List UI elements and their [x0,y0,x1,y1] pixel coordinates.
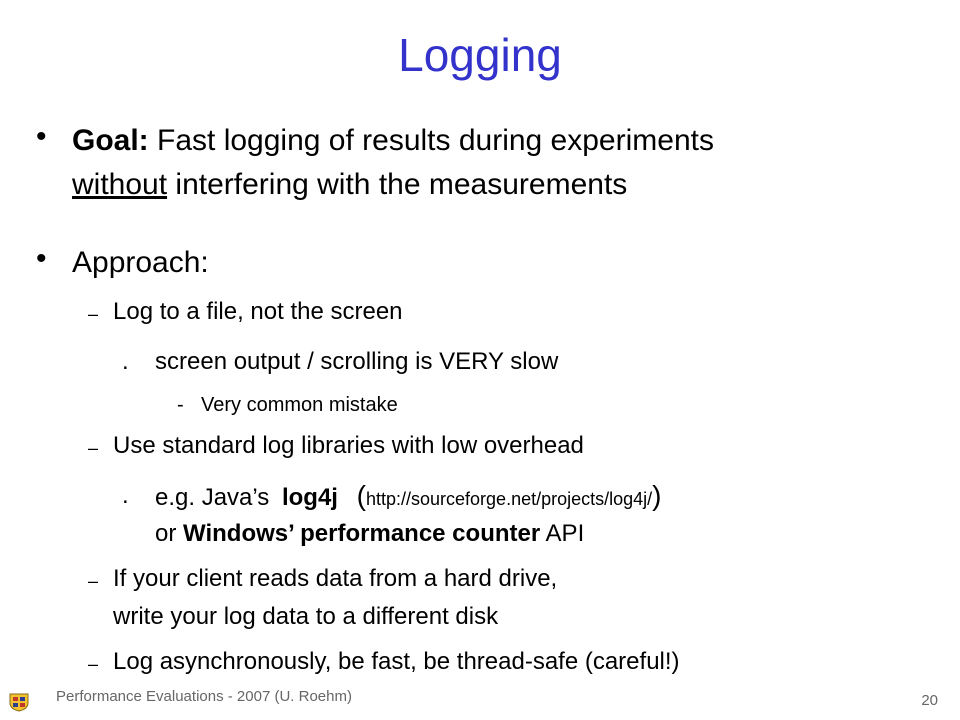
page-number: 20 [921,692,938,709]
goal-line-2 [72,168,627,202]
dash-marker: – [88,571,99,591]
dash-marker: – [88,304,99,324]
slide-title: Logging [398,29,562,81]
goal-line-1-text: Fast logging of results during experiments [157,124,714,157]
eg-line2-prefix: or [155,520,177,547]
dot-marker: . [122,348,129,375]
approach-subsubitem-1: Very common mistake [201,394,398,416]
approach-item-4: Log asynchronously, be fast, be thread-safe (careful!) [113,648,680,675]
dot-marker: . [122,482,129,509]
dash-marker: – [88,654,99,674]
approach-item-3-line-2: write your log data to a different disk [113,603,499,630]
eg-prefix: e.g. Java’s [155,484,270,511]
bullet-marker: • [36,242,47,275]
goal-label: Goal: [72,124,149,157]
approach-label: Approach: [72,246,209,279]
subsub-dash-marker: - [177,394,184,416]
university-crest-icon [8,692,30,712]
bullet-marker: • [36,120,47,153]
log4j-url: http://sourceforge.net/projects/log4j/ [365,489,653,509]
approach-item-3-line-1: If your client reads data from a hard drive, [113,565,558,592]
eg-windows-counter: Windows’ performance counter [183,520,541,547]
approach-subitem-1: screen output / scrolling is VERY slow [155,348,559,375]
eg-log4j: log4j [281,484,338,511]
paren-close: ) [652,480,662,511]
goal-underlined-word: without [72,168,168,201]
eg-line2-suffix: API [545,520,585,547]
footer-text: Performance Evaluations - 2007 (U. Roehm) [56,688,352,705]
goal-line-2-text: interfering with the measurements [175,168,628,201]
dash-marker: – [88,438,99,458]
paren-open: ( [356,480,366,511]
approach-subitem-2-line-1 [155,480,661,512]
approach-item-2: Use standard log libraries with low overhead [113,432,584,459]
approach-subitem-2-line-2 [155,520,584,548]
goal-line-1 [72,124,714,158]
approach-item-1: Log to a file, not the screen [113,298,403,325]
